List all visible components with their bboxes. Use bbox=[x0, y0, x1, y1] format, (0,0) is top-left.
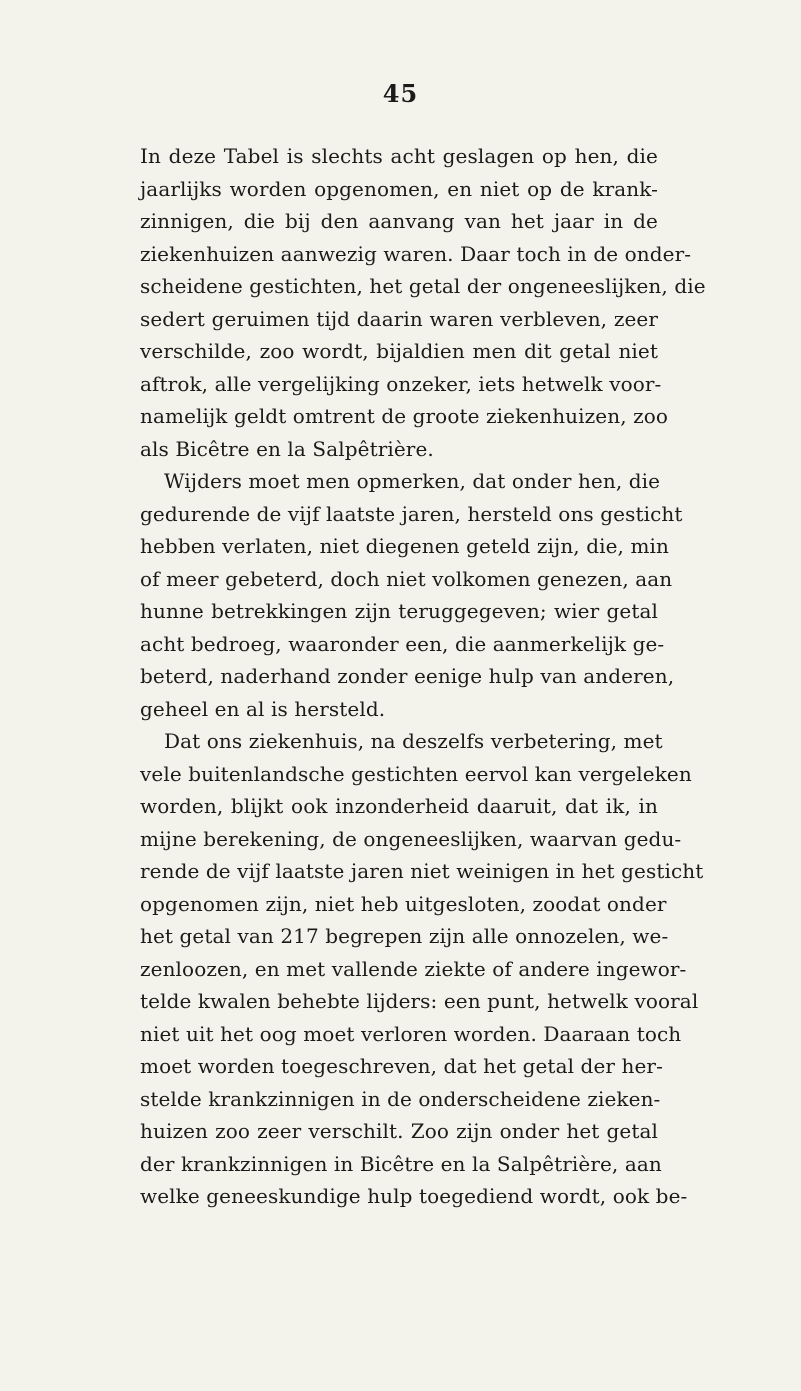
text-line: mijne berekening, de ongeneeslijken, waarvan gedu- bbox=[140, 826, 682, 851]
text-line: acht bedroeg, waaronder een, die aanmerkelijk ge- bbox=[140, 631, 665, 656]
text-line: vele buitenlandsche gestichten eervol kan vergeleken bbox=[140, 761, 692, 786]
text-line: zinnigen, die bij den aanvang van het jaar in de bbox=[140, 209, 658, 233]
text-line: of meer gebeterd, doch niet volkomen genezen, aan bbox=[140, 566, 673, 591]
text-line: verschilde, zoo wordt, bijaldien men dit getal niet bbox=[140, 339, 658, 363]
text-line: der krankzinnigen in Bicêtre en la Salpêtrière, aan bbox=[140, 1151, 662, 1176]
text-line: welke geneeskundige hulp toegediend wordt, ook be- bbox=[140, 1184, 688, 1208]
text-line: sedert geruimen tijd daarin waren verbleven, zeer bbox=[140, 306, 658, 331]
text-line: In deze Tabel is slechts acht geslagen op hen, die bbox=[140, 144, 658, 168]
text-line: beterd, naderhand zonder eenige hulp van anderen, bbox=[140, 664, 675, 688]
text-line: het getal van 217 begrepen zijn alle onnozelen, we- bbox=[140, 924, 669, 948]
paragraph-start-line: Wijders moet men opmerken, dat onder hen, die bbox=[164, 469, 661, 493]
text-line: jaarlijks worden opgenomen, en niet op de krank- bbox=[140, 176, 658, 201]
paragraph-start-line: Dat ons ziekenhuis, na deszelfs verbetering, met bbox=[164, 729, 663, 753]
text-line: worden, blijkt ook inzonderheid daaruit, dat ik, in bbox=[140, 794, 658, 818]
text-line: aftrok, alle vergelijking onzeker, iets hetwelk voor- bbox=[140, 371, 662, 396]
page-number: 45 bbox=[382, 79, 419, 108]
text-line: moet worden toegeschreven, dat het getal der her- bbox=[140, 1054, 663, 1078]
text-line: niet uit het oog moet verloren worden. Daaraan toch bbox=[140, 1021, 682, 1046]
text-line: ziekenhuizen aanwezig waren. Daar toch in de onder- bbox=[140, 241, 692, 266]
text-line: stelde krankzinnigen in de onderscheidene zieken- bbox=[140, 1086, 661, 1111]
text-line: rende de vijf laatste jaren niet weinigen in het gesticht bbox=[140, 859, 704, 883]
text-line: scheidene gestichten, het getal der ongeneeslijken, die bbox=[140, 274, 706, 298]
text-line: huizen zoo zeer verschilt. Zoo zijn onder het getal bbox=[140, 1119, 658, 1143]
text-line: telde kwalen behebte lijders: een punt, hetwelk vooral bbox=[140, 989, 699, 1013]
text-line: namelijk geldt omtrent de groote ziekenhuizen, zoo bbox=[140, 404, 669, 428]
text-line: hebben verlaten, niet diegenen geteld zijn, die, min bbox=[140, 534, 670, 558]
text-line: opgenomen zijn, niet heb uitgesloten, zoodat onder bbox=[140, 891, 667, 916]
text-line: zenloozen, en met vallende ziekte of andere ingewor- bbox=[140, 956, 687, 981]
paragraph-end-line: als Bicêtre en la Salpêtrière. bbox=[140, 436, 434, 461]
text-line: gedurende de vijf laatste jaren, hersteld ons gesticht bbox=[140, 501, 683, 526]
paragraph-end-line: geheel en al is hersteld. bbox=[140, 696, 386, 721]
body-text bbox=[140, 140, 706, 1213]
text-line: hunne betrekkingen zijn teruggegeven; wier getal bbox=[140, 599, 658, 623]
